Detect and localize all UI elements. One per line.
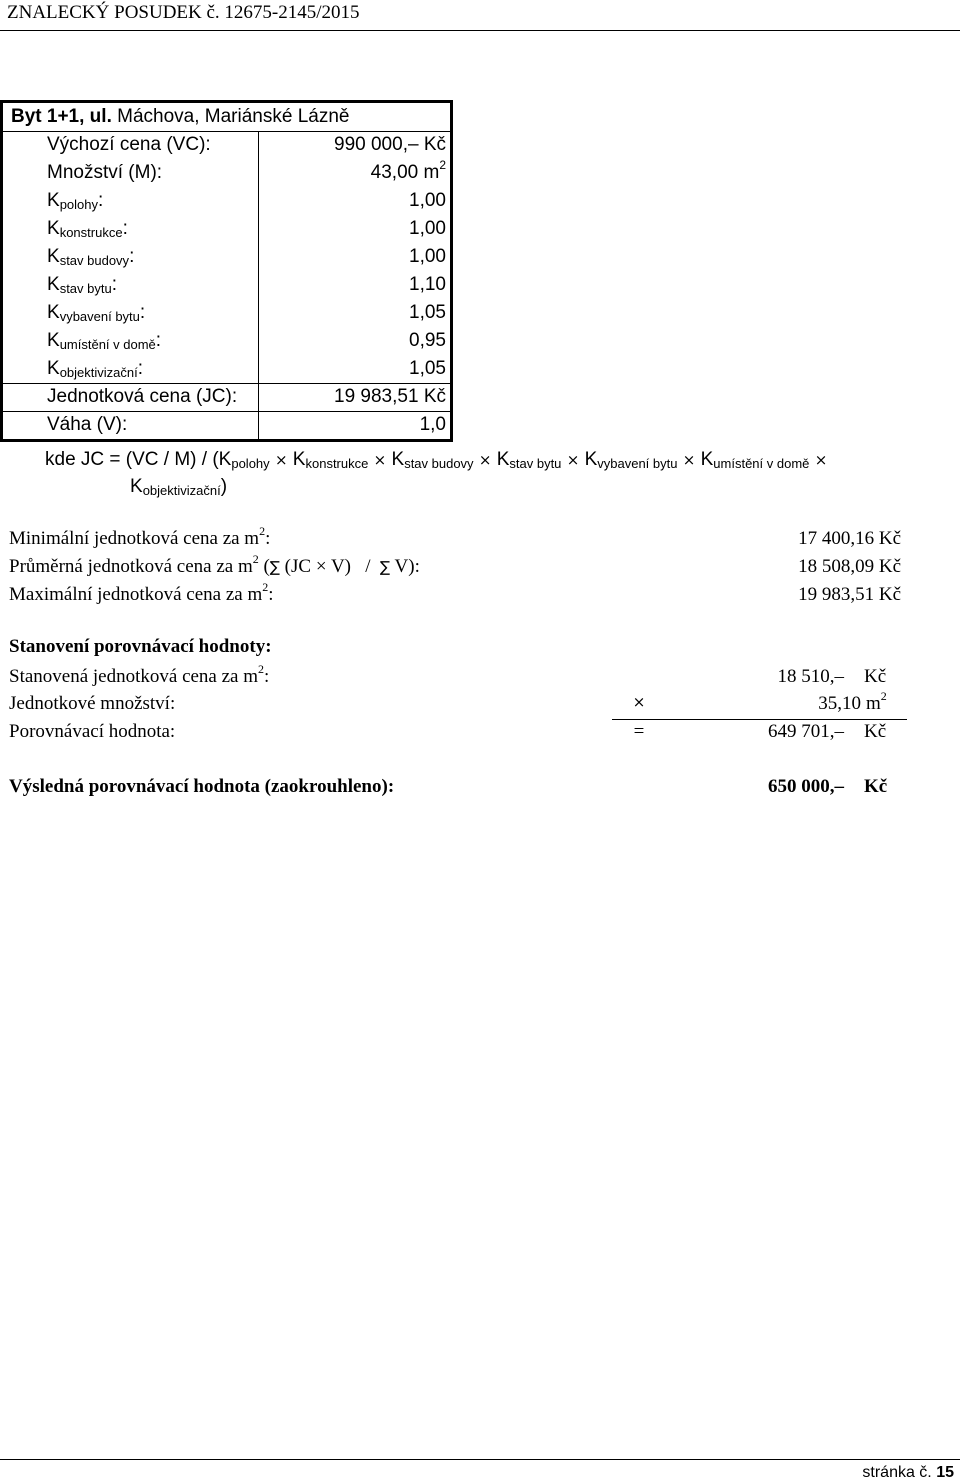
row-label: $K_{stav budovy}$: <box>47 246 135 268</box>
row-value: 990 000,– Kč <box>334 134 446 155</box>
quantity-row <box>9 689 909 721</box>
comparison-value-label: Porovnávací hodnota: <box>9 721 176 742</box>
row-value: 1,05 <box>409 358 446 379</box>
comparison-heading: Stanovení porovnávací hodnoty: <box>9 636 272 657</box>
row-label: Množství (M): <box>47 162 163 183</box>
table-row <box>3 356 450 384</box>
table-heading-address: Máchova, Mariánské Lázně <box>111 106 350 127</box>
row-label: Výchozí cena (VC): <box>47 134 211 155</box>
header-rule <box>0 30 960 31</box>
table-row <box>3 272 450 300</box>
comparison-value-unit: Kč <box>864 721 887 742</box>
max-price-row <box>9 580 909 612</box>
table-row <box>3 188 450 216</box>
unit-price-label: Stanovená jednotková cena za $m^2$: <box>9 662 270 687</box>
row-label: Váha (V): <box>47 414 128 435</box>
row-label: $K_{polohy}$: <box>47 190 104 212</box>
table-row <box>3 328 450 356</box>
table-row <box>3 244 450 272</box>
table-row <box>3 216 450 244</box>
avg-price-value: 18 508,09 Kč <box>798 556 901 577</box>
sum-rule <box>612 719 907 720</box>
table-heading-bold: Byt 1+1, ul. <box>11 106 112 127</box>
parameters-table <box>0 100 453 442</box>
row-value: 1,00 <box>409 246 446 267</box>
row-label: $K_{konstrukce}$: <box>47 218 128 240</box>
page-number: stránka č. 15 <box>862 1464 954 1481</box>
row-value: 1,10 <box>409 274 446 295</box>
quantity-value: 35,10 <box>818 693 861 714</box>
unit-price-value: 18 510,– <box>777 666 844 687</box>
min-price-label: Minimální jednotková cena za $m^2$: <box>9 524 271 549</box>
row-value: 43,00 $m^2$ <box>370 158 446 183</box>
avg-price-label: Průměrná jednotková cena za $m^2$ (∑ (JC × V) / ∑ V): <box>9 552 420 577</box>
table-row <box>3 300 450 328</box>
unit-price-unit: Kč <box>864 666 887 687</box>
row-value: 1,00 <box>409 218 446 239</box>
comparison-value-row <box>9 721 909 749</box>
multiply-operator: × <box>632 693 646 711</box>
row-value: 0,95 <box>409 330 446 351</box>
result-label: Výsledná porovnávací hodnota (zaokrouhleno): <box>9 776 395 797</box>
row-label: Jednotková cena (JC): <box>47 386 238 407</box>
min-price-value: 17 400,16 Kč <box>798 528 901 549</box>
footer-rule <box>0 1459 960 1460</box>
min-price-row <box>9 524 909 556</box>
table-row <box>3 160 450 188</box>
table-row <box>3 132 450 160</box>
equals-operator: = <box>633 721 645 742</box>
quantity-unit: $m^2$ <box>866 689 887 714</box>
row-label: $K_{objektivizační}$: <box>47 358 144 380</box>
formula-line: kde JC = $(VC / M) / (K_{polohy} \times K_{konstrukce} \times K_{stav budovy} \times K_{stav bytu} \times K_{vybavení bytu} \times K_{umístění v domě}$ × <box>45 449 828 471</box>
unit-price-row <box>9 662 909 694</box>
result-unit: Kč <box>864 776 888 797</box>
comparison-value: 649 701,– <box>768 721 844 742</box>
row-value: 19 983,51 Kč <box>334 386 446 407</box>
table-row <box>3 383 450 412</box>
table-heading <box>3 103 450 132</box>
max-price-value: 19 983,51 Kč <box>798 584 901 605</box>
row-label: $K_{umístění v domě}$: <box>47 330 162 352</box>
row-label: $K_{vybavení bytu}$: <box>47 302 146 324</box>
document-header-title: ZNALECKÝ POSUDEK č. 12675-2145/2015 <box>7 2 360 23</box>
result-value: 650 000,– <box>768 776 844 797</box>
result-row <box>9 776 909 804</box>
row-value: 1,05 <box>409 302 446 323</box>
table-row <box>3 411 450 440</box>
quantity-label: Jednotkové množství: <box>9 693 176 714</box>
row-label: $K_{stav bytu}$: <box>47 274 117 296</box>
row-value: 1,0 <box>419 414 446 435</box>
row-value: 1,00 <box>409 190 446 211</box>
avg-price-row <box>9 552 909 584</box>
formula-line-continued: $K_{objektivizační}$) <box>130 476 228 498</box>
max-price-label: Maximální jednotková cena za $m^2$: <box>9 580 274 605</box>
